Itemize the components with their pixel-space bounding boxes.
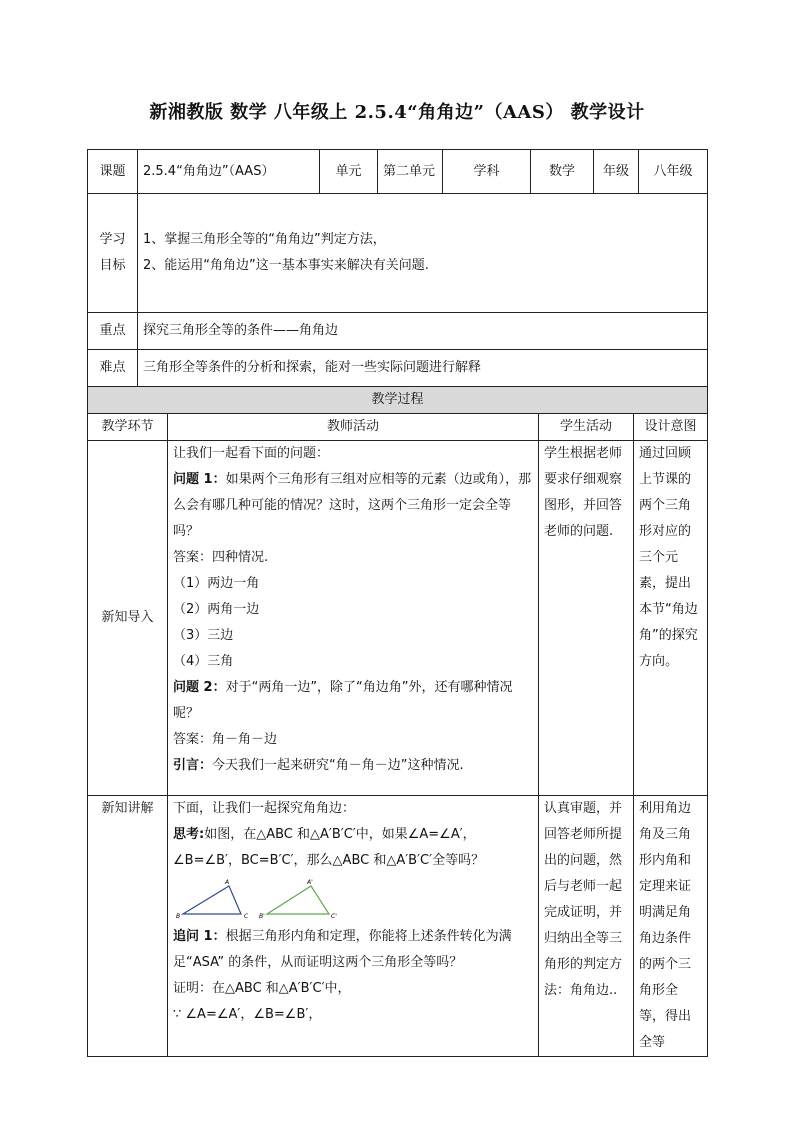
label-b: B xyxy=(176,913,181,920)
question-2: 问题 2：对于“两角一边”，除了“角边角”外，还有哪种情况呢？ xyxy=(173,680,513,721)
triangle-abc xyxy=(183,886,241,914)
follow-question-1: 追问 1：根据三角形内角和定理，你能将上述条件转化为满足“ASA” 的条件，从而证明这两个三角形全等吗？ xyxy=(173,929,512,970)
teacher-activity-intro: 让我们一起看下面的问题： 问题 1：如果两个三角形有三组对应相等的元素（边或角），那么会有哪几种可能的情况？这时，这两个三角形一定会全等吗？ 答案：四种情况. （1）两边一角 （2）两角一边 （3）三边 （4）三角 问题 2：对于“两角一边”，除了“角边角”外，还有哪种情况呢？ 答案：角－角－边 引言：今天我们一起来研究“角－角－边”这种情况. xyxy=(168,441,539,796)
label-b-prime: B' xyxy=(259,913,265,920)
stage-explain: 新知讲解 xyxy=(88,796,168,1057)
triangle-abc-prime xyxy=(267,886,329,914)
goals-content xyxy=(138,194,708,313)
subject-value: 数学 xyxy=(531,150,594,194)
label-a-prime: A' xyxy=(307,879,313,886)
key-text: 探究三角形全等的条件——角角边 xyxy=(138,313,708,350)
col-student: 学生活动 xyxy=(539,414,634,441)
subject-label: 学科 xyxy=(443,150,531,194)
unit-value: 第二单元 xyxy=(378,150,443,194)
introduction: 引言：今天我们一起来研究“角－角－边”这种情况. xyxy=(173,758,464,773)
col-intent: 设计意图 xyxy=(634,414,708,441)
difficulty-label: 难点 xyxy=(88,350,138,387)
lesson-value: 2.5.4“角角边”（AAS） xyxy=(138,150,320,194)
process-header: 教学过程 xyxy=(88,387,708,414)
question-1: 问题 1：如果两个三角形有三组对应相等的元素（边或角），那么会有哪几种可能的情况？这时，这两个三角形一定会全等吗？ xyxy=(173,472,532,539)
label-c: C xyxy=(244,913,249,920)
label-c-prime: C' xyxy=(331,913,337,920)
document-title: 新湘教版 数学 八年级上 2.5.4“角角边”（AAS） 教学设计 xyxy=(149,102,645,123)
stage-intro: 新知导入 xyxy=(88,441,168,796)
key-label: 重点 xyxy=(88,313,138,350)
design-intent-intro: 通过回顾上节课的两个三角形对应的三个元素，提出本节“角边角”的探究方向。 xyxy=(634,441,708,796)
lesson-label: 课题 xyxy=(88,150,138,194)
goal-item-2: 2、能运用“角角边”这一基本事实来解决有关问题. xyxy=(143,258,429,273)
student-activity-explain: 认真审题，并回答老师所提出的问题，然后与老师一起完成证明，并归纳出全等三角形的判定方法：角角边.. xyxy=(539,796,634,1057)
teacher-activity-explain: 下面，让我们一起探究角角边： 思考:如图，在△ABC 和△A′B′C′中，如果∠A=∠A′，∠B=∠B′，BC=B′C′，那么△ABC 和△A′B′C′全等吗？ A B C A' B' C' 追问 1：根据三角形内角和定理，你能将上述条件转化为满足“ASA” 的条件，从而证明这两个三角形全等吗？ 证明：在△ABC 和△A′B′C′中， ∵ ∠A=∠A′，∠B=∠B′， xyxy=(168,796,539,1057)
label-a: A xyxy=(225,879,230,886)
student-activity-intro: 学生根据老师要求仔细观察图形，并回答老师的问题. xyxy=(539,441,634,796)
col-stage: 教学环节 xyxy=(88,414,168,441)
goal-item-1: 1、掌握三角形全等的“角角边”判定方法， xyxy=(143,232,386,247)
info-table xyxy=(87,149,708,387)
grade-label: 年级 xyxy=(594,150,639,194)
goals-label: 学习 目标 xyxy=(88,194,138,313)
difficulty-text: 三角形全等条件的分析和探索，能对一些实际问题进行解释 xyxy=(138,350,708,387)
think-question: 思考:如图，在△ABC 和△A′B′C′中，如果∠A=∠A′，∠B=∠B′，BC=B′C′，那么△ABC 和△A′B′C′全等吗？ xyxy=(173,827,485,868)
grade-value: 八年级 xyxy=(639,150,708,194)
unit-label: 单元 xyxy=(320,150,378,194)
process-table xyxy=(87,386,708,1057)
design-intent-explain: 利用角边角及三角形内角和定理来证明满足角角边条件的两个三角形全等，得出全等 xyxy=(634,796,708,1057)
triangles-figure xyxy=(173,878,353,922)
col-teacher: 教师活动 xyxy=(168,414,539,441)
